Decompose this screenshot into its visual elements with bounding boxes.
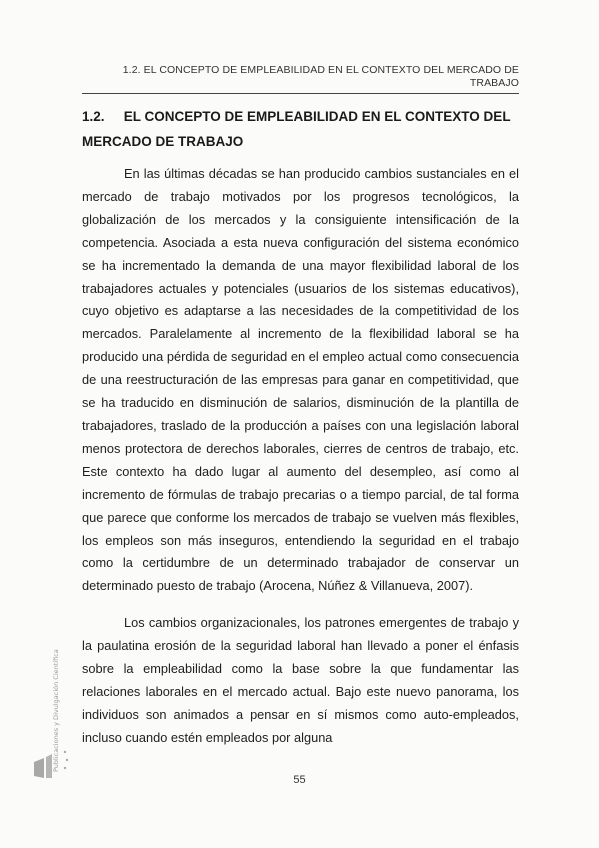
- section-title-text: EL CONCEPTO DE EMPLEABILIDAD EN EL CONTEXTO DEL MERCADO DE TRABAJO: [82, 109, 511, 149]
- body-text: [82, 163, 519, 750]
- running-header: 1.2. EL CONCEPTO DE EMPLEABILIDAD EN EL CONTEXTO DEL MERCADO DE TRABAJO: [122, 64, 519, 89]
- university-logo-icon: [32, 640, 72, 780]
- header-divider: [82, 93, 519, 94]
- section-heading: [82, 104, 519, 154]
- section-number: 1.2.: [82, 109, 105, 124]
- page-number: 55: [293, 774, 306, 786]
- paragraph: En las últimas décadas se han producido cambios sustanciales en el mercado de trabajo motivados por los progresos tecnológicos, la globalización de los mercados y la consiguiente intensificación de la competencia. Asociada a esta nueva configuración del sistema económico se ha incrementado la demanda de una mayor flexibilidad laboral de los trabajadores actuales y potenciales (usuarios de los sistemas educativos), cuyo objetivo es adaptarse a las necesidades de la competitividad de los mercados. Paralelamente al incremento de la flexibilidad laboral se ha producido una pérdida de seguridad en el empleo actual como consecuencia de una reestructuración de las empresas para ganar en competitividad, que se ha traducido en disminución de salarios, disminución de la plantilla de trabajadores, traslado de la producción a países con una legislación laboral menos protectora de derechos laborales, cierres de centros de trabajo, etc. Este contexto ha dado lugar al aumento del desempleo, así como al incremento de fórmulas de trabajo precarias o a tiempo parcial, de tal forma que parece que conforme los mercados de trabajo se vuelven más flexibles, los empleos son más inseguros, entendiendo la seguridad en el trabajo como la certidumbre de un determinado trabajador de conservar un determinado puesto de trabajo (Arocena, Núñez & Villanueva, 2007).: [82, 166, 519, 594]
- paragraph: Los cambios organizacionales, los patrones emergentes de trabajo y la paulatina erosión de la seguridad laboral han llevado a poner el énfasis sobre la empleabilidad como la base sobre la que fundamentar las relaciones laborales en el mercado actual. Bajo este nuevo panorama, los individuos son animados a pensar en sí mismos como auto-empleados, incluso cuando estén empleados por alguna: [82, 615, 519, 745]
- stamp-text: Publicaciones y Divulgación Científica: [52, 649, 60, 772]
- publisher-stamp: [32, 640, 78, 780]
